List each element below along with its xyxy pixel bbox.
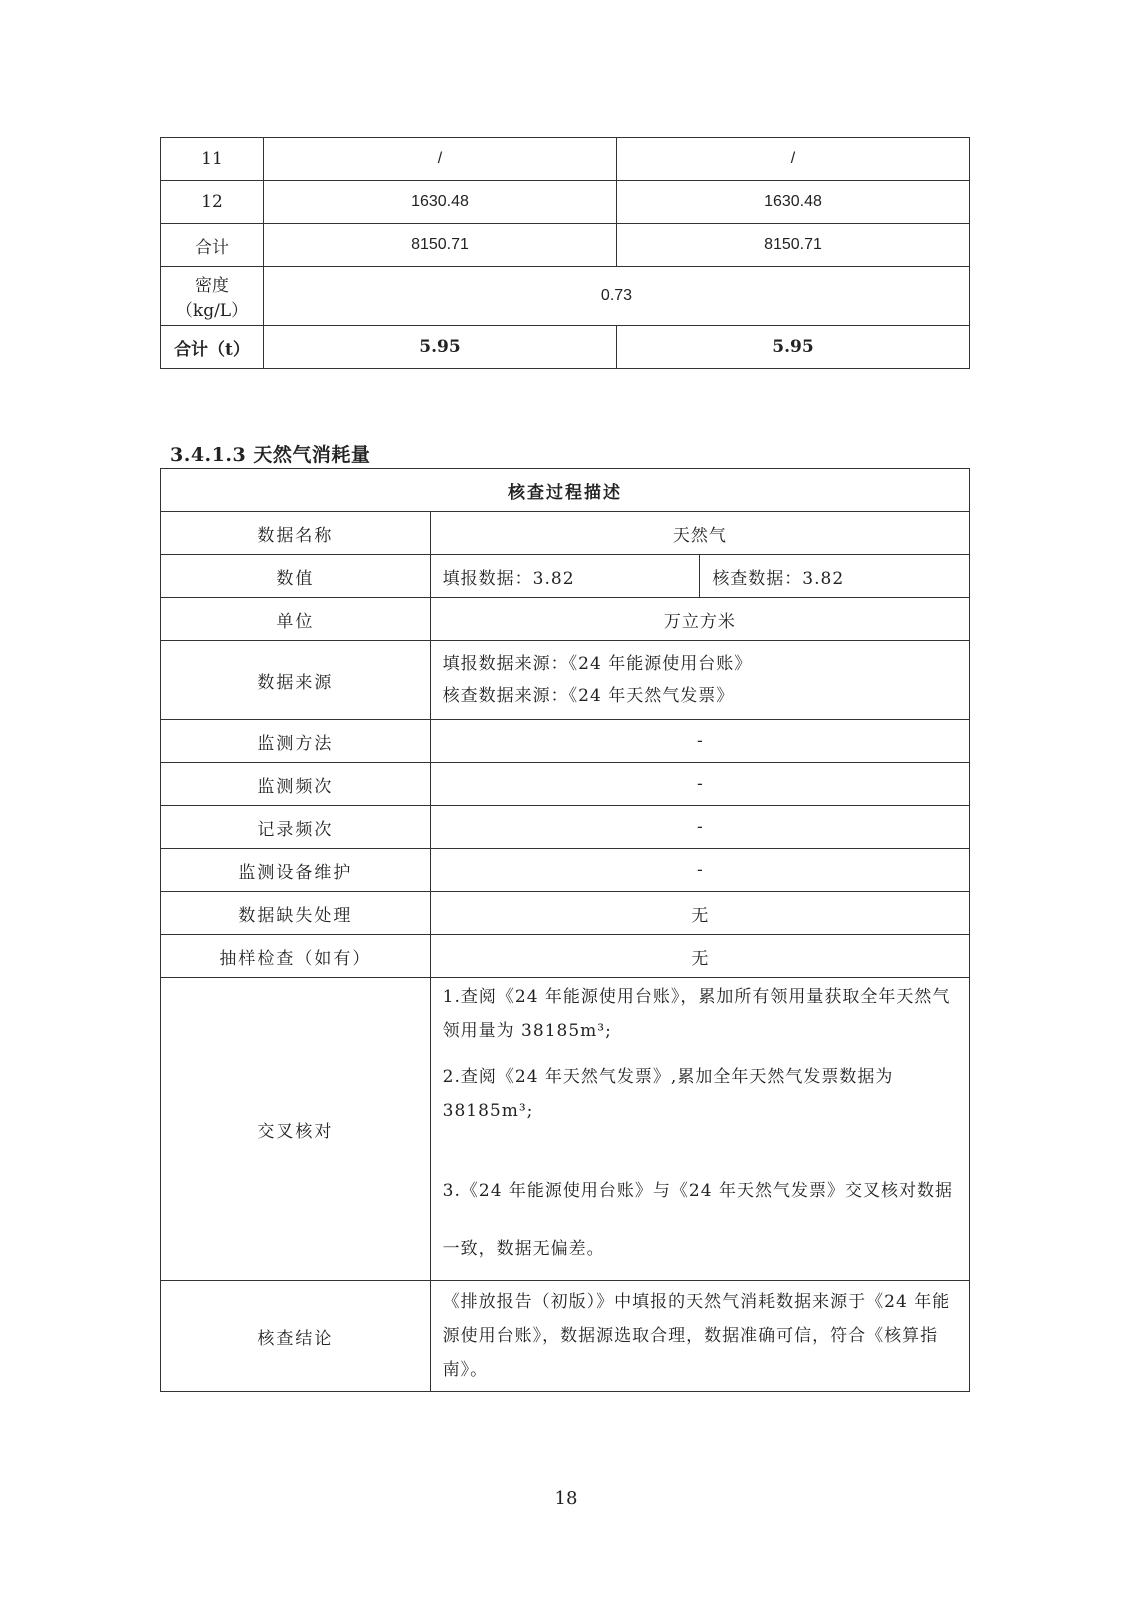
density-row <box>161 267 970 326</box>
row-label: 监测方法 <box>161 720 431 763</box>
row-label: 监测设备维护 <box>161 849 431 892</box>
row-value: 无 <box>430 935 969 978</box>
table-row <box>161 849 970 892</box>
month-cell: 11 <box>161 138 264 181</box>
density-label: 密度 <box>195 276 229 296</box>
row-value: 万立方米 <box>430 598 969 641</box>
section-heading: 3.4.1.3 天然气消耗量 <box>170 444 371 466</box>
row-label: 核查结论 <box>161 1281 431 1392</box>
row-label: 抽样检查（如有） <box>161 935 431 978</box>
verified-cell: 8150.71 <box>617 224 970 267</box>
cross-check-step-1: 1.查阅《24 年能源使用台账》，累加所有领用量获取全年天然气领用量为 38185m³; <box>442 987 951 1041</box>
table-row <box>161 224 970 267</box>
row-label: 数值 <box>161 555 431 598</box>
reported-cell: / <box>264 138 617 181</box>
row-value: 天然气 <box>430 512 969 555</box>
cross-check-content <box>430 978 969 1281</box>
row-label: 监测频次 <box>161 763 431 806</box>
row-value: 无 <box>430 892 969 935</box>
cross-check-step-3: 3.《24 年能源使用台账》与《24 年天然气发票》交叉核对数据一致，数据无偏差。 <box>442 1181 953 1259</box>
total-t-reported: 5.95 <box>264 326 617 369</box>
cross-check-step-2: 2.查阅《24 年天然气发票》,累加全年天然气发票数据为 38185m³; <box>442 1067 894 1121</box>
table-row <box>161 181 970 224</box>
reported-source: 填报数据来源：《24 年能源使用台账》 <box>442 654 753 674</box>
verified-cell: 1630.48 <box>617 181 970 224</box>
table-row <box>161 763 970 806</box>
verified-source: 核查数据来源：《24 年天然气发票》 <box>442 686 735 706</box>
row-value: - <box>430 763 969 806</box>
density-unit: （kg/L） <box>175 301 249 321</box>
row-label: 数据缺失处理 <box>161 892 431 935</box>
density-label-cell <box>161 267 264 326</box>
row-label: 数据名称 <box>161 512 431 555</box>
page-number: 18 <box>554 1488 578 1509</box>
conclusion-text: 《排放报告（初版）》中填报的天然气消耗数据来源于《24 年能源使用台账》，数据源选取合理，数据准确可信，符合《核算指南》。 <box>430 1281 969 1392</box>
table-title: 核查过程描述 <box>161 469 970 512</box>
reported-cell: 8150.71 <box>264 224 617 267</box>
density-value-cell: 0.73 <box>264 267 970 326</box>
gasoline-consumption-table <box>160 137 970 369</box>
total-t-label: 合计（t） <box>161 326 264 369</box>
total-t-row <box>161 326 970 369</box>
table-row <box>161 598 970 641</box>
row-label: 单位 <box>161 598 431 641</box>
cross-check-row <box>161 978 970 1281</box>
table-row <box>161 892 970 935</box>
row-label: 交叉核对 <box>161 978 431 1281</box>
row-value: - <box>430 849 969 892</box>
verified-value: 核查数据：3.82 <box>700 555 970 598</box>
sum-label-cell: 合计 <box>161 224 264 267</box>
table-row <box>161 512 970 555</box>
table-row <box>161 806 970 849</box>
reported-value: 填报数据：3.82 <box>430 555 700 598</box>
row-label: 数据来源 <box>161 641 431 720</box>
reported-cell: 1630.48 <box>264 181 617 224</box>
table-row <box>161 555 970 598</box>
natural-gas-verification-table <box>160 468 970 1392</box>
table-title-row <box>161 469 970 512</box>
row-label: 记录频次 <box>161 806 431 849</box>
row-value: - <box>430 720 969 763</box>
month-cell: 12 <box>161 181 264 224</box>
verified-cell: / <box>617 138 970 181</box>
source-value <box>430 641 969 720</box>
row-value: - <box>430 806 969 849</box>
table-row <box>161 138 970 181</box>
conclusion-row <box>161 1281 970 1392</box>
table-row <box>161 641 970 720</box>
table-row <box>161 720 970 763</box>
table-row <box>161 935 970 978</box>
total-t-verified: 5.95 <box>617 326 970 369</box>
